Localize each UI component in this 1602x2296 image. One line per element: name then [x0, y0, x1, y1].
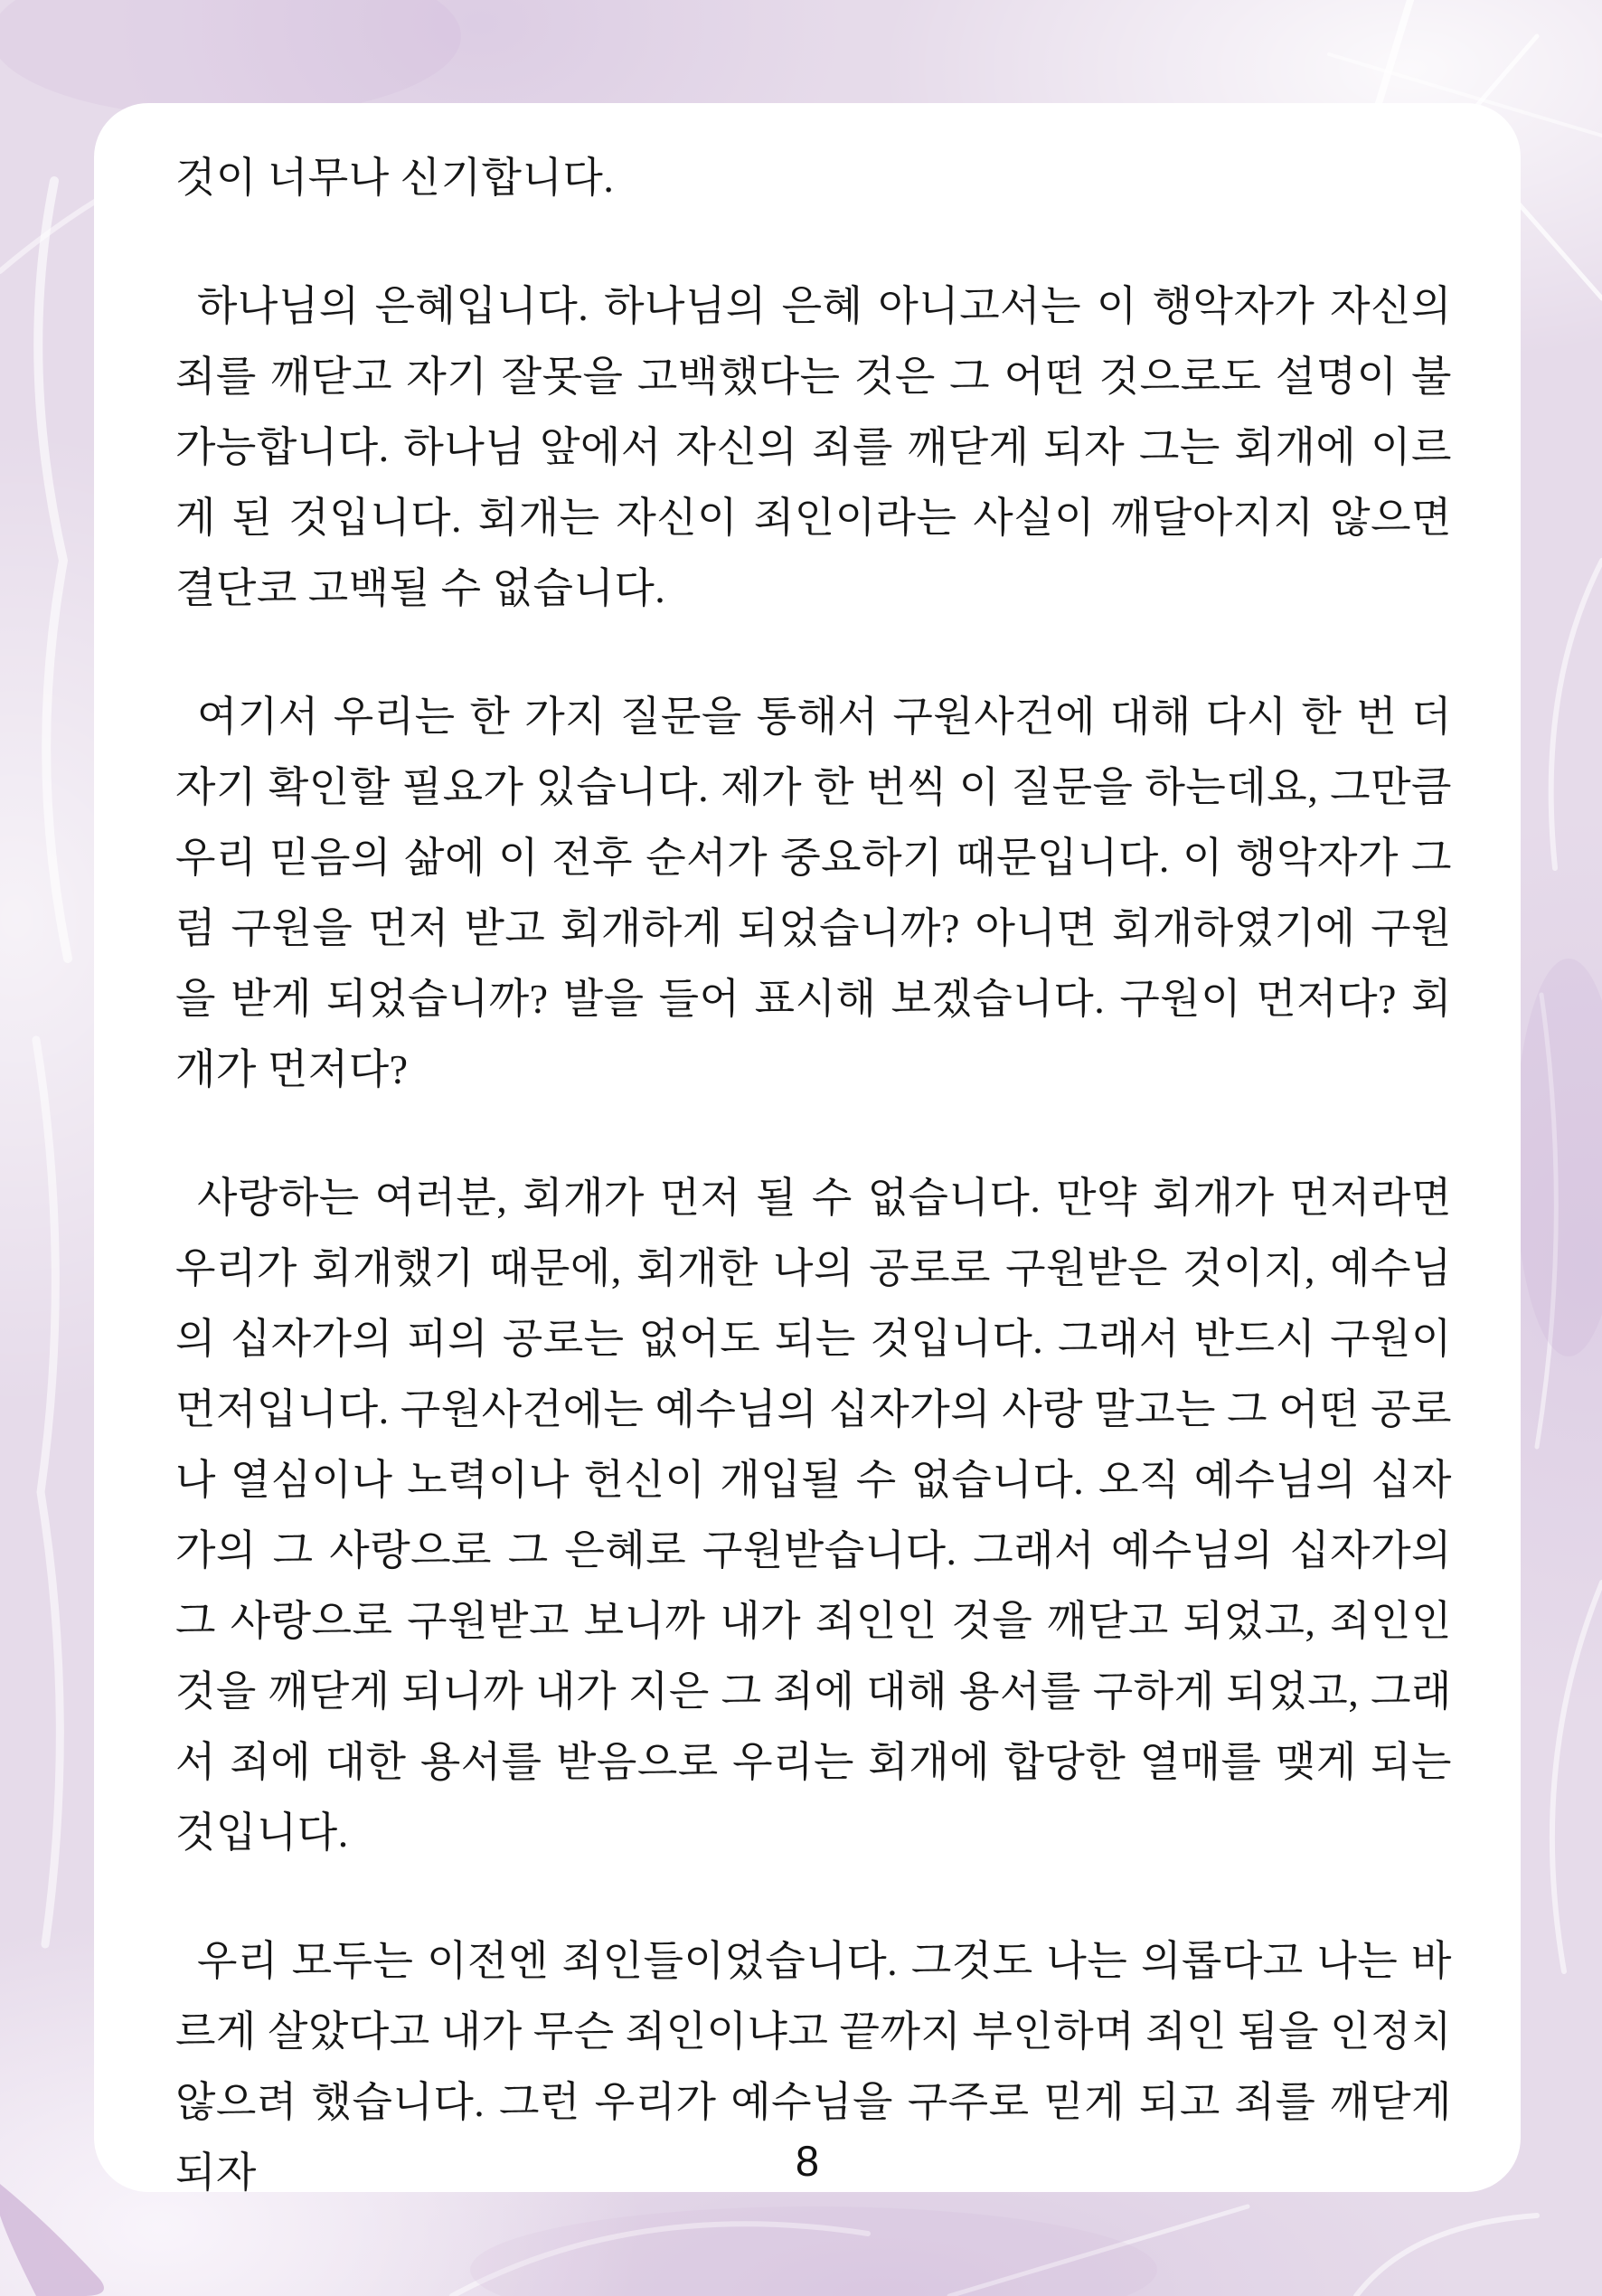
page-number: 8	[795, 2137, 820, 2185]
body-paragraph: 사랑하는 여러분, 회개가 먼저 될 수 없습니다. 만약 회개가 먼저라면 우리가 회개했기 때문에, 회개한 나의 공로로 구원받은 것이지, 예수님의 십자가의 피의 공로는 없어도 되는 것입니다. 그래서 반드시 구원이 먼저입니다. 구원사건에는 예수님의 십자가의 사랑 말고는 그 어떤 공로나 열심이나 노력이나 헌신이 개입될 수 없습니다. 오직 예수님의 십자가의 그 사랑으로 그 은혜로 구원받습니다. 그래서 예수님의 십자가의 그 사랑으로 구원받고 보니까 내가 죄인인 것을 깨닫고 되었고, 죄인인 것을 깨닫게 되니까 내가 지은 그 죄에 대해 용서를 구하게 되었고, 그래서 죄에 대한 용서를 받음으로 우리는 회개에 합당한 열매를 맺게 되는 것입니다.	[175, 1175, 1452, 1856]
content-panel	[94, 103, 1521, 2196]
body-paragraph: 것이 너무나 신기합니다.	[175, 155, 615, 201]
sermon-text	[175, 143, 1452, 2266]
body-paragraph: 여기서 우리는 한 가지 질문을 통해서 구원사건에 대해 다시 한 번 더 자기 확인할 필요가 있습니다. 제가 한 번씩 이 질문을 하는데요, 그만큼 우리 믿음의 삶에 이 전후 순서가 중요하기 때문입니다. 이 행악자가 그럼 구원을 먼저 받고 회개하게 되었습니까? 아니면 회개하였기에 구원을 받게 되었습니까? 발을 들어 표시해 보겠습니다. 구원이 먼저다? 회개가 먼저다?	[175, 694, 1452, 1092]
body-paragraph: 하나님의 은혜입니다. 하나님의 은혜 아니고서는 이 행악자가 자신의 죄를 깨닫고 자기 잘못을 고백했다는 것은 그 어떤 것으로도 설명이 불가능합니다. 하나님 앞에서 자신의 죄를 깨닫게 되자 그는 회개에 이르게 된 것입니다. 회개는 자신이 죄인이라는 사실이 깨달아지지 않으면 결단코 고백될 수 없습니다.	[175, 283, 1452, 611]
body-paragraph: 우리 모두는 이전엔 죄인들이었습니다. 그것도 나는 의롭다고 나는 바르게 살았다고 내가 무슨 죄인이냐고 끝까지 부인하며 죄인 됨을 인정치 않으려 했습니다. 그런 우리가 예수님을 구주로 믿게 되고 죄를 깨닫게 되자	[175, 1938, 1452, 2196]
